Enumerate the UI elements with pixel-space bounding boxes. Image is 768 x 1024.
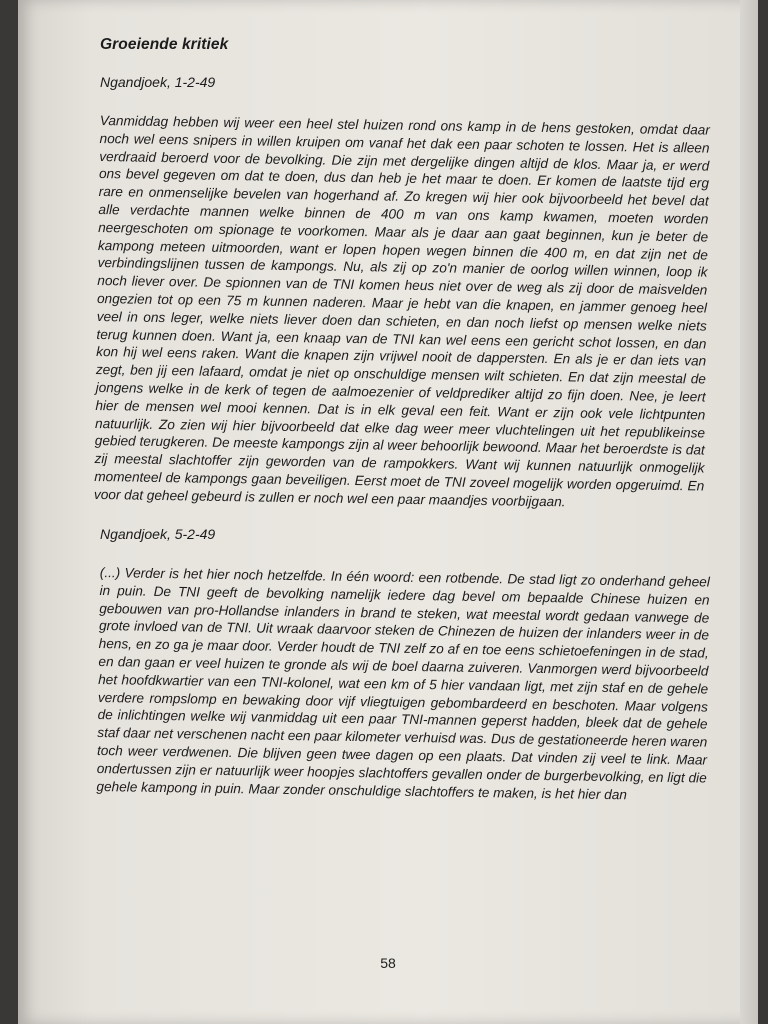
page-number: 58 — [380, 955, 396, 971]
entry-text: Vanmiddag hebben wij weer een heel stel huizen rond ons kamp in de hens gestoken, omdat daar noch wel eens snipers in willen kruipen om vanaf het dak een paar schoten te lossen. Het is alleen verdraaid beroerd voor de bevolking. Die zijn met dergelijke dingen altijd de klos. Maar ja, er werd ons bevel gegeven om dat te doen, dus dan heb je het maar te doen. Er komen de laatste tijd erg rare en onmenselijke bevelen van hogerhand af. Zo kregen wij hier ook bijvoorbeeld het bevel dat alle verdachte mannen welke binnen de 400 m van ons kamp kwamen, moeten worden neergeschoten om spionage te voorkomen. Maar als je daar aan gaat beginnen, kun je beter de kampong meteen uitmoorden, want er lopen hopen wegen binnen die 400 m, en dat zijn net de verbindingslijnen tussen de kampongs. Nu, als zij op zo'n manier de oorlog willen winnen, loop ik noch liever over. De spionnen van de TNI komen heus niet over de weg als zij door de maisvelden ongezien tot op een 75 m kunnen naderen. Maar je hebt van die knapen, en jammer genoeg heel veel in ons leger, welke niets liever doen dan schieten, en dan noch liefst op mensen welke niets terug kunnen doen. Want ja, een knaap van de TNI kan wel eens een gericht schot lossen, en dan kon hij wel eens raken. Want die knapen zijn vrijwel nooit de dappersten. En als je er dan iets van zegt, ben jij een lafaard, omdat je niet op onschuldige mensen wilt schieten. En dat zijn meestal de jongens welke in de kerk of tegen de aalmoezenier of veldprediker altijd zo fijn doen. Nee, je leert hier de mensen wel mooi kennen. Dat is in elk geval een feit. Want er zijn ook vele lichtpunten natuurlijk. Zo zien wij hier bijvoorbeeld dat elke dag weer meer vluchtelingen uit het republikeinse gebied terugkeren. De meeste kampongs zijn al weer behoorlijk bewoond. Maar het beroerdste is dat zij meestal slachtoffer zijn geworden van de rampokkers. Want wij kunnen natuurlijk onmogelijk momenteel de kampongs gaan beveiligen. Eerst moet de TNI zoveel mogelijk worden opgeruimd. En voor dat geheel gebeurd is zullen er noch wel een paar maandjes voorbijgaan. — [93, 112, 710, 510]
chapter-heading: Groeiende kritiek — [100, 36, 229, 53]
entry-place-date: Ngandjoek, 1-2-49 — [100, 74, 216, 90]
book-page — [18, 0, 758, 1024]
entry-text: (...) Verder is het hier noch hetzelfde. In één woord: een rotbende. De stad ligt zo onderhand geheel in puin. De TNI geeft de bevolking namelijk iedere dag bevel om bepaalde Chinese huizen en gebouwen van pro-Hollandse inlanders in brand te steken, wat meestal wordt gedaan vanwege de grote invloed van de TNI. Uit wraak daarvoor steken de Chinezen de huizen der inlanders weer in de hens, en zo ga je maar door. Verder houdt de TNI zelf zo af en toe eens schietoefeningen in de stad, en dan gaan er veel huizen te gronde als wij de boel daarna zuiveren. Vanmorgen werd bijvoorbeeld het hoofdkwartier van een TNI-kolonel, wat een km of 5 hier vandaan ligt, met zijn staf en de gehele verdere rompslomp en bewaking door vijf vliegtuigen gebombardeerd en beschoten. Maar volgens de inlichtingen welke wij vanmiddag uit een paar TNI-mannen geperst hadden, bleek dat de gehele staf daar net verschenen nacht een paar kilometer verhuisd was. Dus de gestationeerde heren waren toch weer verdwenen. Die blijven geen twee dagen op een plaats. Dat vinden zij veel te link. Maar ondertussen zijn er natuurlijk weer hoopjes slachtoffers gevallen onder de burgerbevolking, en ligt die gehele kampong in puin. Maar zonder onschuldige slachtoffers te maken, is het hier dan — [96, 564, 710, 802]
page-edge — [740, 0, 758, 1024]
page-content — [93, 36, 710, 817]
entry-place-date: Ngandjoek, 5-2-49 — [100, 525, 216, 542]
